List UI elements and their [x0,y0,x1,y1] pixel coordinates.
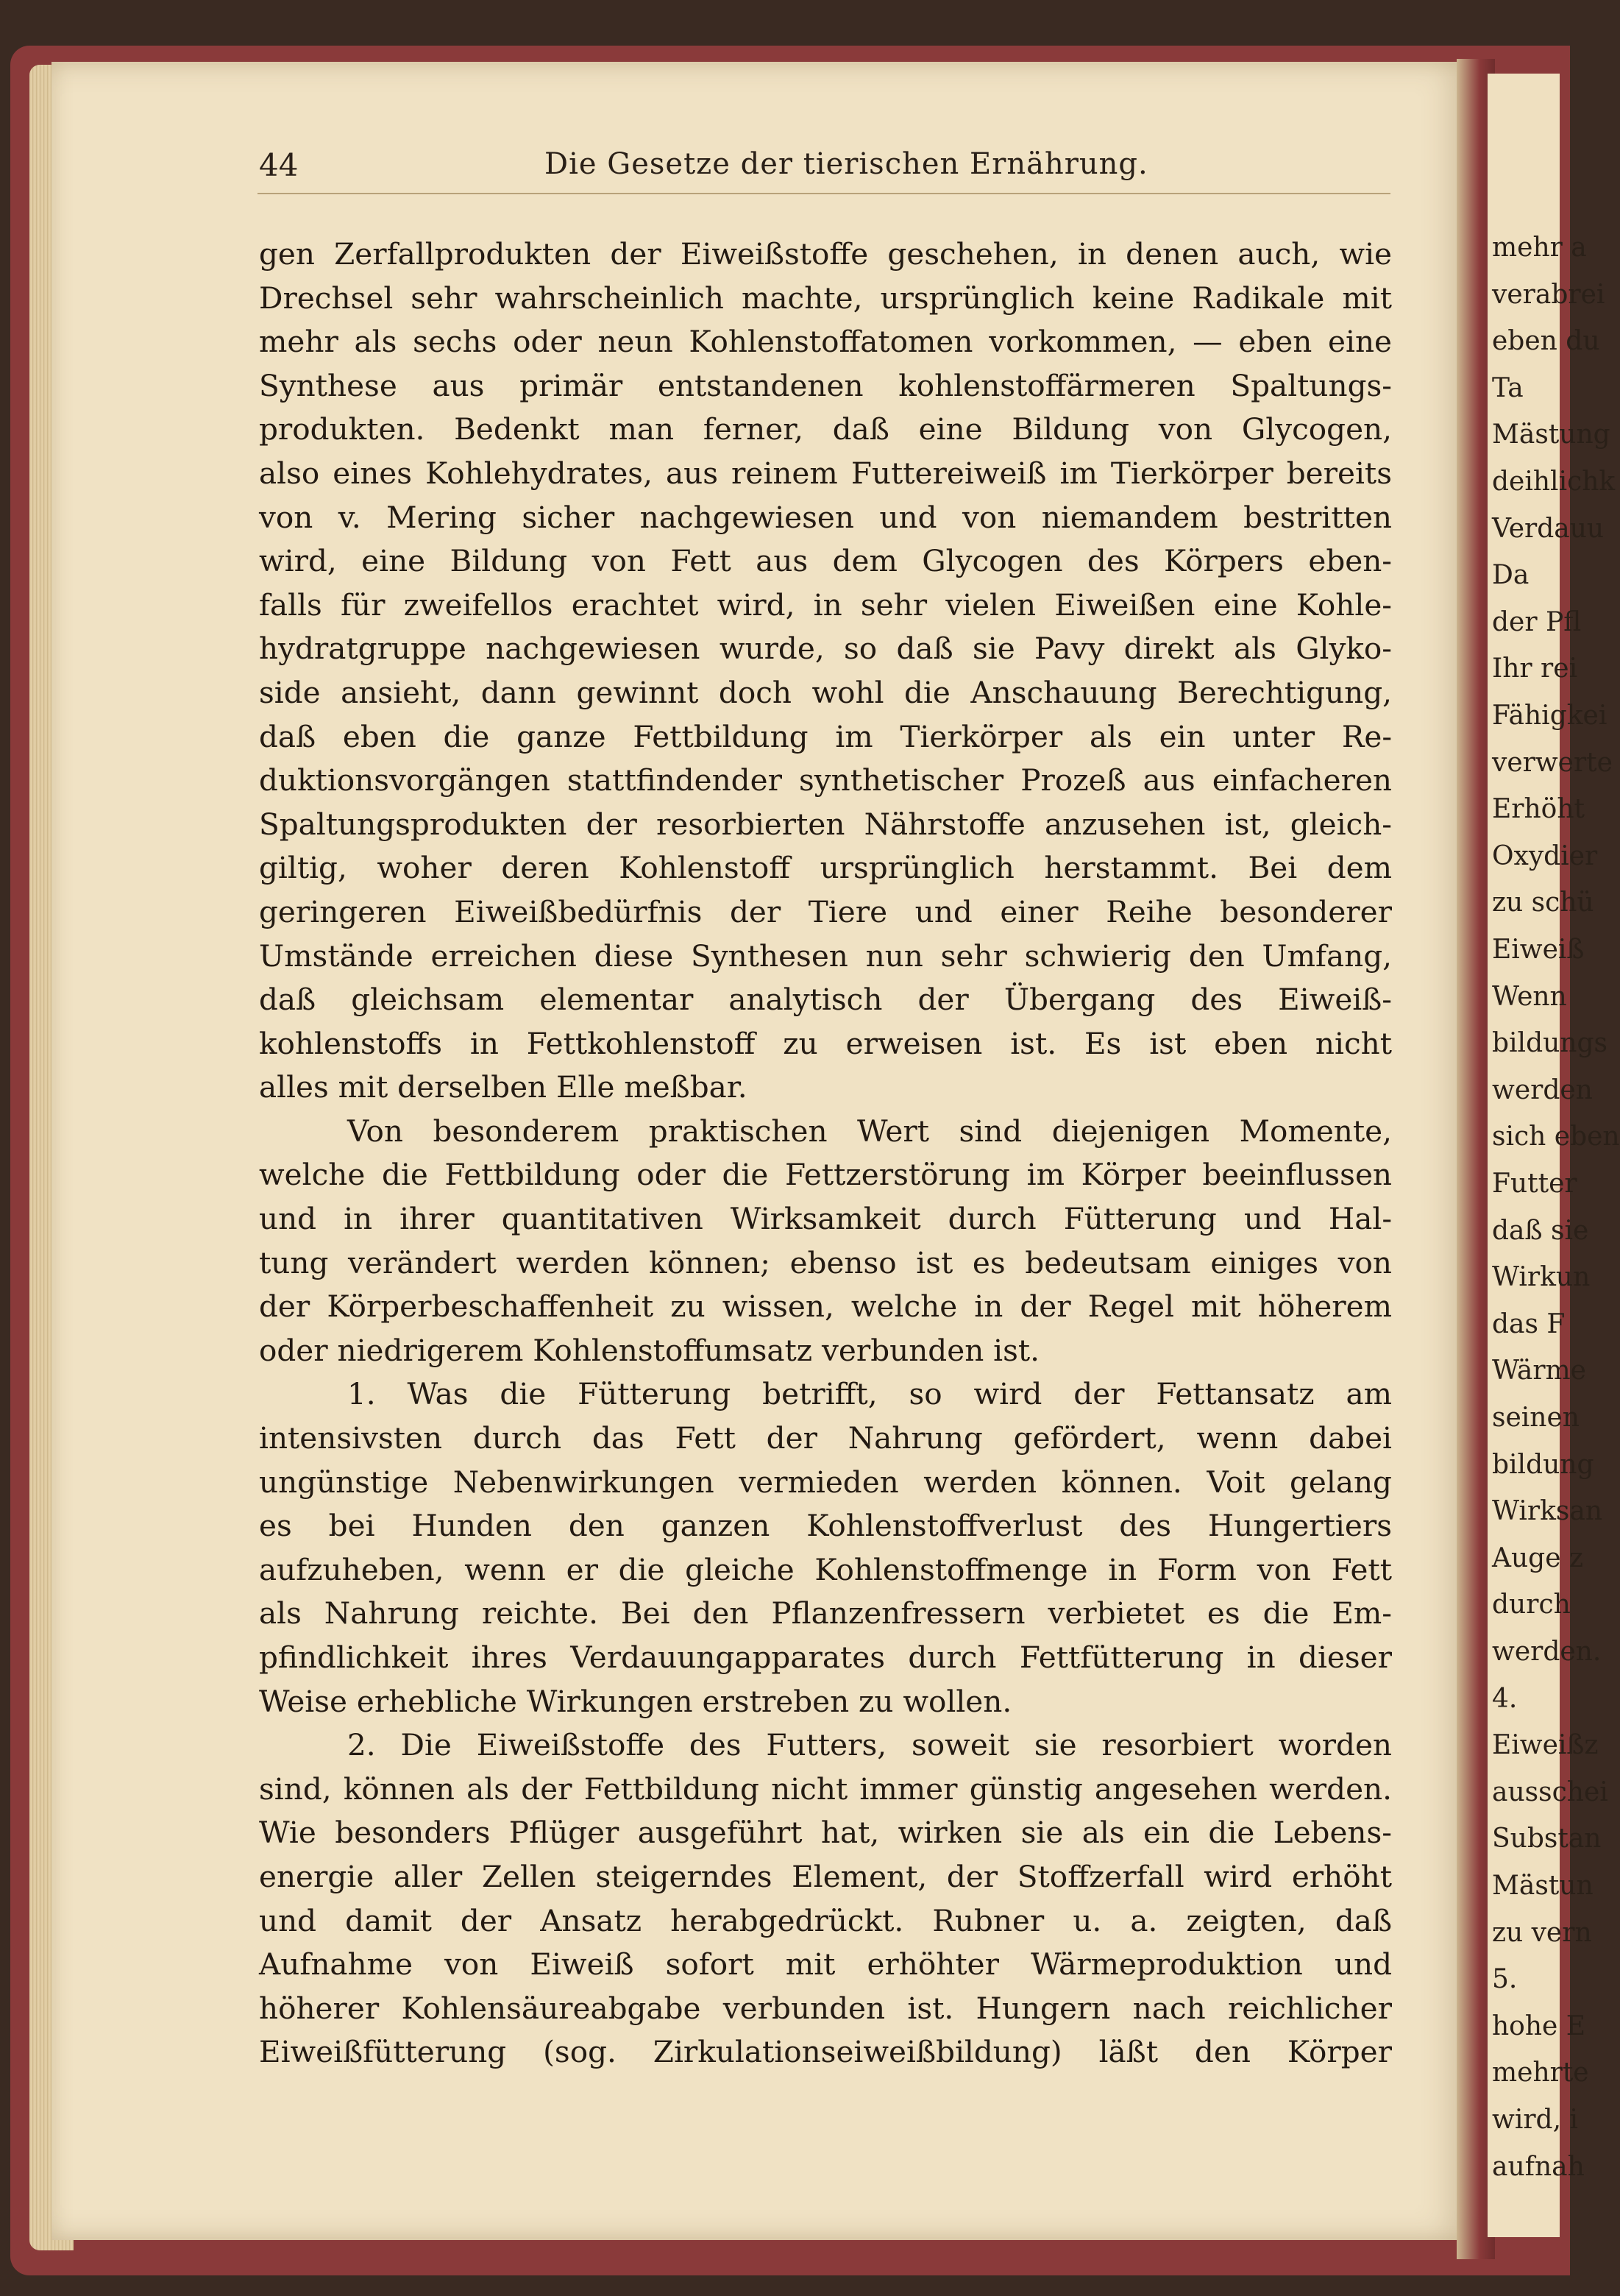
adjacent-page-text: Mästung [1492,419,1610,450]
text-line: daß eben die ganze Fettbildung im Tierkörper als ein unter Re- [259,718,1392,754]
adjacent-page-text: hohe E [1492,2010,1586,2041]
adjacent-page-text: Fähigkei [1492,701,1607,731]
adjacent-page-text: ausschei [1492,1776,1608,1807]
text-line: welche die Fettbildung oder die Fettzerstörung im Körper beeinflussen [259,1157,1392,1193]
text-line: energie aller Zellen steigerndes Element, der Stoffzerfall wird erhöht [259,1858,1392,1894]
text-line: side ansieht, dann gewinnt doch wohl die Anschauung Berechtigung, [259,674,1392,710]
adjacent-page-fragment [1488,74,1620,2237]
adjacent-page-text: Wenn [1492,981,1567,1012]
text-line: Eiweißfütterung (sog. Zirkulationseiweißbildung) läßt den Körper [259,2034,1392,2070]
text-line: Drechsel sehr wahrscheinlich machte, ursprünglich keine Radikale mit [259,280,1392,316]
adjacent-page-text: Wärme [1492,1356,1586,1386]
adjacent-page-text: Ihr rei [1492,653,1578,684]
adjacent-page-text: aufnah [1492,2151,1585,2182]
text-line: Aufnahme von Eiweiß sofort mit erhöhter Wärmeproduktion und [259,1946,1392,1983]
adjacent-page-text: werden. [1492,1637,1602,1667]
adjacent-page-text: Wirkun [1492,1262,1591,1293]
adjacent-page-text: Eiweiß [1492,935,1585,965]
text-line: Synthese aus primär entstandenen kohlenstoffärmeren Spaltungs- [259,367,1392,403]
adjacent-page-text: deihlichk [1492,467,1616,497]
adjacent-page-text: Eiweißz [1492,1730,1599,1761]
text-line: intensivsten durch das Fett der Nahrung gefördert, wenn dabei [259,1420,1392,1456]
adjacent-page-text: Da [1492,560,1530,591]
text-line: duktionsvorgängen stattfindender synthetischer Prozeß aus einfacheren [259,762,1392,798]
text-line: hydratgruppe nachgewiesen wurde, so daß sie Pavy direkt als Glyko- [259,631,1392,667]
text-line: wird, eine Bildung von Fett aus dem Glycogen des Körpers eben- [259,543,1392,579]
adjacent-page-text: seinen [1492,1403,1580,1433]
adjacent-page-text: Mästun [1492,1871,1594,1901]
adjacent-page-text: bildungs [1492,1028,1608,1059]
text-line: alles mit derselben Elle meßbar. [259,1069,747,1105]
adjacent-page-text: verwerte [1492,747,1613,778]
text-line: produkten. Bedenkt man ferner, daß eine Bildung von Glycogen, [259,411,1392,447]
adjacent-page-text: der Pfl [1492,606,1582,637]
text-line: gen Zerfallprodukten der Eiweißstoffe geschehen, in denen auch, wie [259,236,1392,272]
adjacent-page-text: 5. [1492,1964,1518,1995]
text-line: Weise erhebliche Wirkungen erstreben zu wollen. [259,1683,1012,1719]
text-line: und damit der Ansatz herabgedrückt. Rubner u. a. zeigten, daß [259,1902,1392,1938]
adjacent-page-text: zu vern [1492,1917,1592,1948]
adjacent-page-text: wird, i [1492,2105,1578,2135]
text-line: Von besonderem praktischen Wert sind diejenigen Momente, [347,1113,1392,1149]
text-line: tung verändert werden können; ebenso ist es bedeutsam einiges von [259,1244,1392,1280]
adjacent-page-text: verabrei [1492,279,1605,310]
adjacent-page-text: daß sie [1492,1215,1589,1246]
text-line: also eines Kohlehydrates, aus reinem Futtereiweiß im Tierkörper bereits [259,455,1392,491]
text-line: höherer Kohlensäureabgabe verbunden ist. Hungern nach reichlicher [259,1990,1392,2026]
page-number: 44 [259,147,299,183]
text-line: und in ihrer quantitativen Wirksamkeit durch Fütterung und Hal- [259,1201,1392,1237]
text-line: daß gleichsam elementar analytisch der Übergang des Eiweiß- [259,982,1392,1018]
text-line: falls für zweifellos erachtet wird, in sehr vielen Eiweißen eine Kohle- [259,587,1392,623]
adjacent-page-text: mehr a [1492,233,1587,263]
adjacent-page-text: Wirksan [1492,1496,1603,1527]
adjacent-page-text: Substan [1492,1824,1602,1854]
text-line: Spaltungsprodukten der resorbierten Nährstoffe anzusehen ist, gleich- [259,806,1392,842]
adjacent-page-text: mehrte [1492,2058,1589,2088]
running-head [265,147,1413,184]
text-line: kohlenstoffs in Fettkohlenstoff zu erweisen ist. Es ist eben nicht [259,1025,1392,1061]
body-text [259,233,1392,2074]
text-line: pfindlichkeit ihres Verdauungapparates durch Fettfütterung in dieser [259,1640,1392,1675]
adjacent-page-text: 4. [1492,1683,1518,1714]
text-line: 2. Die Eiweißstoffe des Futters, soweit sie resorbiert worden [347,1727,1392,1763]
text-line: es bei Hunden den ganzen Kohlenstoffverlust des Hungertiers [259,1508,1392,1544]
text-line: Umstände erreichen diese Synthesen nun sehr schwierig den Umfang, [259,938,1392,974]
adjacent-page-text: sich eben [1492,1122,1620,1152]
adjacent-page-text: Verdauu [1492,513,1605,544]
text-line: ungünstige Nebenwirkungen vermieden werden können. Voit gelang [259,1464,1392,1500]
adjacent-page-text: Auge z [1492,1542,1583,1573]
adjacent-page-text: das F [1492,1308,1566,1339]
adjacent-page-text: Erhöht [1492,794,1585,825]
adjacent-page-text: werden [1492,1074,1593,1105]
adjacent-page-text: eben du [1492,326,1600,357]
text-line: als Nahrung reichte. Bei den Pflanzenfressern verbietet es die Em- [259,1595,1392,1631]
text-line: geringeren Eiweißbedürfnis der Tiere und einer Reihe besonderer [259,893,1392,929]
running-head-title: Die Gesetze der tierischen Ernährung. [544,147,1148,181]
text-line: Wie besonders Pflüger ausgeführt hat, wirken sie als ein die Lebens- [259,1815,1392,1851]
text-line: von v. Mering sicher nachgewiesen und von niemandem bestritten [259,499,1392,535]
text-line: 1. Was die Fütterung betrifft, so wird der Fettansatz am [347,1376,1392,1412]
text-line: der Körperbeschaffenheit zu wissen, welche in der Regel mit höherem [259,1289,1392,1325]
adjacent-page-text: Futter [1492,1169,1577,1199]
adjacent-page-text: zu schü [1492,887,1594,918]
header-rule [257,193,1390,194]
text-line: aufzuheben, wenn er die gleiche Kohlenstoffmenge in Form von Fett [259,1551,1392,1587]
text-line: giltig, woher deren Kohlenstoff ursprünglich herstammt. Bei dem [259,850,1392,886]
adjacent-page-text: Ta [1492,372,1524,403]
adjacent-page-text: durch [1492,1590,1571,1620]
adjacent-page-text: bildung [1492,1449,1594,1480]
adjacent-page-text: Oxydier [1492,840,1598,871]
text-line: mehr als sechs oder neun Kohlenstoffatomen vorkommen, — eben eine [259,324,1392,360]
text-line: oder niedrigerem Kohlenstoffumsatz verbunden ist. [259,1332,1040,1368]
text-line: sind, können als der Fettbildung nicht immer günstig angesehen werden. [259,1771,1392,1807]
